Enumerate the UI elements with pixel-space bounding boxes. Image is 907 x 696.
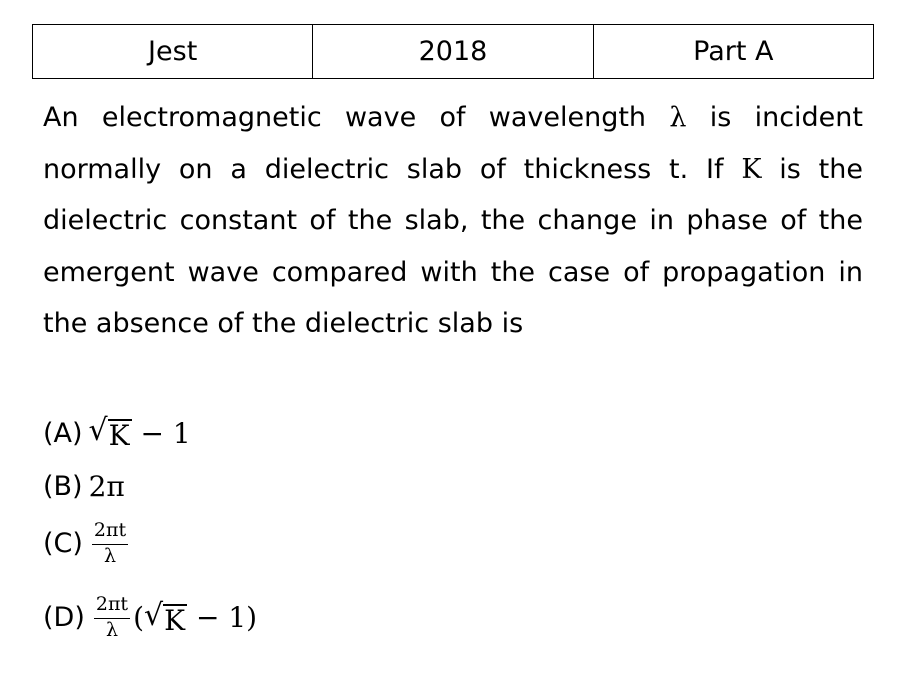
option-d[interactable] — [43, 594, 257, 642]
sqrt-argument: K — [108, 419, 130, 452]
question-text-part-1: An electromagnetic wave of wavelength — [43, 102, 670, 133]
fraction-denominator: λ — [104, 544, 117, 567]
fraction-numerator: 2πt — [94, 594, 130, 619]
question-text-part-2: is incident normally on a dielectric slab of thickness t. If — [43, 102, 863, 185]
option-c[interactable] — [43, 520, 131, 568]
option-b[interactable] — [43, 470, 125, 503]
fraction-denominator: λ — [105, 618, 118, 641]
sqrt-symbol: √ K — [88, 413, 130, 452]
option-d-rest: − 1) — [187, 601, 258, 635]
question-text — [43, 92, 863, 350]
option-a-expression — [88, 413, 191, 452]
sqrt-symbol: √ K — [144, 597, 186, 637]
option-d-fraction — [94, 594, 130, 642]
option-d-label: (D) — [43, 602, 85, 634]
option-b-expression: 2π — [88, 470, 125, 503]
lambda-symbol: λ — [669, 102, 687, 133]
header-row — [33, 25, 874, 79]
option-b-label: (B) — [43, 471, 83, 502]
option-c-fraction — [92, 520, 128, 568]
option-d-expression — [133, 597, 258, 637]
option-a-label: (A) — [43, 417, 83, 449]
header-table — [32, 24, 874, 79]
question-text-part-3: is the dielectric constant of the slab, the change in phase of the emergent wave compared with the case of propagation in the absence of the dielectric slab is — [43, 153, 863, 339]
option-a-rest: − 1 — [131, 416, 191, 450]
option-c-label: (C) — [43, 528, 83, 560]
exam-cell: Jest — [33, 25, 313, 79]
part-cell: Part A — [593, 25, 873, 79]
year-cell: 2018 — [313, 25, 593, 79]
option-a[interactable] — [43, 413, 191, 452]
k-symbol: K — [741, 153, 762, 185]
open-paren: ( — [133, 601, 145, 635]
fraction-numerator: 2πt — [92, 520, 128, 545]
sqrt-argument: K — [164, 603, 186, 637]
